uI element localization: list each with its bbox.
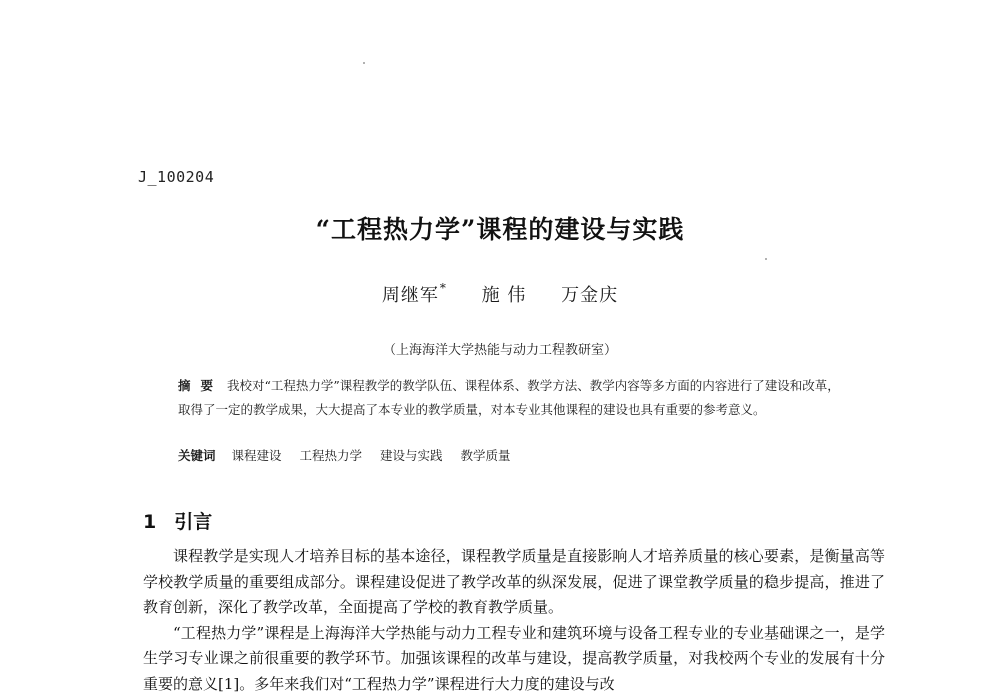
abstract-text: 我校对“工程热力学”课程教学的教学队伍、课程体系、教学方法、教学内容等多方面的内容进行了建设和改革，取得了一定的教学成果，大大提高了本专业的教学质量，对本专业其他课程的建设也具有重要的参考意义。 [178, 378, 840, 417]
section-title: 引言 [174, 511, 212, 533]
scan-speck [765, 258, 767, 260]
author-list [0, 281, 1000, 307]
abstract-label: 摘要 [178, 378, 223, 393]
section-heading [143, 507, 212, 534]
body-paragraph: “工程热力学”课程是上海海洋大学热能与动力工程专业和建筑环境与设备工程专业的专业基础课之一，是学生学习专业课之前很重要的教学环节。加强该课程的改革与建设，提高教学质量，对我校两个专业的发展有十分重要的意义[1]。多年来我们对“工程热力学”课程进行大力度的建设与改 [143, 621, 885, 697]
author-name [482, 285, 527, 306]
author-name-text: 万金庆 [561, 285, 618, 306]
author-name-text: 周继军 [382, 285, 439, 306]
keyword: 课程建设 [232, 448, 282, 463]
keyword: 建设与实践 [380, 448, 443, 463]
scan-speck [363, 62, 365, 64]
document-code: J_100204 [138, 168, 214, 186]
author-name [382, 285, 447, 306]
body-text [143, 544, 885, 697]
keywords-label: 关键词 [178, 448, 216, 463]
keyword: 教学质量 [461, 448, 511, 463]
author-mark: * [440, 281, 447, 295]
abstract-block [178, 374, 848, 422]
section-number: 1 [143, 511, 156, 533]
body-paragraph: 课程教学是实现人才培养目标的基本途径，课程教学质量是直接影响人才培养质量的核心要素，是衡量高等学校教学质量的重要组成部分。课程建设促进了教学改革的纵深发展，促进了课堂教学质量的稳步提高，推进了教育创新，深化了教学改革，全面提高了学校的教育教学质量。 [143, 544, 885, 621]
paper-title: “工程热力学”课程的建设与实践 [0, 210, 1000, 246]
affiliation: （上海海洋大学热能与动力工程教研室） [0, 339, 1000, 358]
author-name-text: 施 伟 [482, 285, 527, 306]
keywords-block [178, 446, 848, 464]
author-name [561, 285, 618, 306]
keyword: 工程热力学 [300, 448, 363, 463]
